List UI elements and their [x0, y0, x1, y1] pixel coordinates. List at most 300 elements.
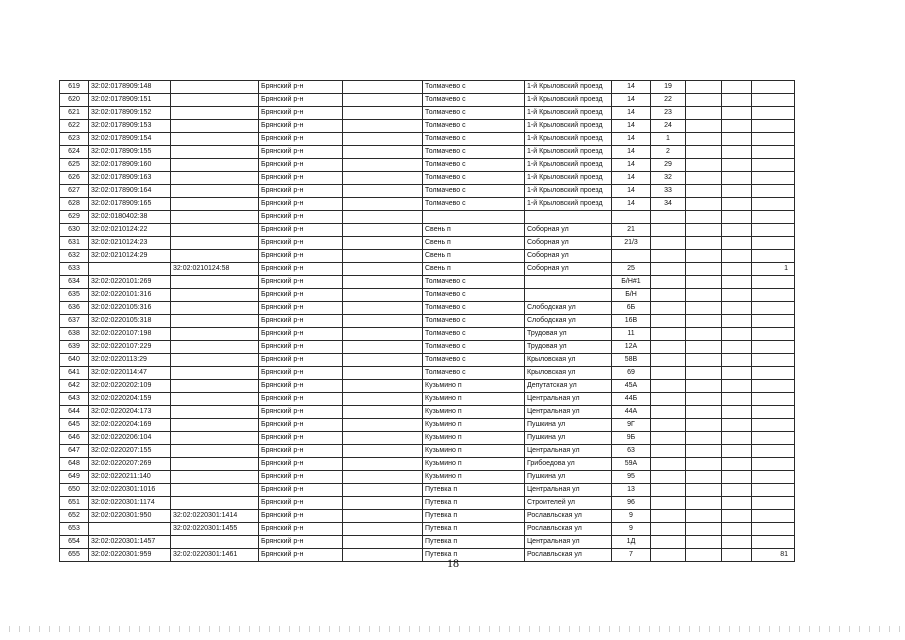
cell-settlement-type: [343, 471, 423, 484]
cell-street: Рославльская ул: [525, 523, 612, 536]
cell-extra-1: [686, 159, 722, 172]
cell-building-number: [651, 471, 686, 484]
cell-building-number: 1: [651, 133, 686, 146]
cell-related-cadastral-number: [171, 81, 259, 94]
cell-house-number: 44А: [612, 406, 651, 419]
cell-building-number: [651, 484, 686, 497]
cell-house-number: 45А: [612, 380, 651, 393]
cell-street: 1-й Крыловский проезд: [525, 81, 612, 94]
cell-house-number: 69: [612, 367, 651, 380]
cell-settlement-type: [343, 146, 423, 159]
cell-cadastral-number: 32:02:0220204:173: [89, 406, 171, 419]
cell-row-number: 650: [60, 484, 89, 497]
cell-locality: Толмачево с: [423, 354, 525, 367]
cell-extra-1: [686, 302, 722, 315]
cell-district: Брянский р-н: [259, 146, 343, 159]
cell-street: Соборная ул: [525, 237, 612, 250]
cell-street: Трудовая ул: [525, 341, 612, 354]
cell-district: Брянский р-н: [259, 250, 343, 263]
cell-row-number: 632: [60, 250, 89, 263]
cell-related-cadastral-number: [171, 367, 259, 380]
cell-extra-2: [722, 432, 752, 445]
table-row: [60, 146, 795, 159]
cell-row-number: 647: [60, 445, 89, 458]
cell-apartment-number: [752, 276, 795, 289]
cell-street: 1-й Крыловский проезд: [525, 120, 612, 133]
cell-cadastral-number: 32:02:0220202:109: [89, 380, 171, 393]
table-row: [60, 94, 795, 107]
scan-artifact-strip: [0, 626, 905, 632]
cell-street: 1-й Крыловский проезд: [525, 172, 612, 185]
cell-related-cadastral-number: [171, 120, 259, 133]
cell-locality: Путевка п: [423, 510, 525, 523]
cell-locality: Кузьмино п: [423, 432, 525, 445]
cell-row-number: 619: [60, 81, 89, 94]
cell-settlement-type: [343, 185, 423, 198]
table-body: [60, 81, 795, 562]
cell-extra-1: [686, 172, 722, 185]
cell-building-number: 22: [651, 94, 686, 107]
cell-locality: Толмачево с: [423, 146, 525, 159]
cell-district: Брянский р-н: [259, 224, 343, 237]
cell-street: [525, 289, 612, 302]
cell-apartment-number: [752, 380, 795, 393]
cell-apartment-number: 81: [752, 549, 795, 562]
cell-extra-1: [686, 341, 722, 354]
cell-house-number: 14: [612, 94, 651, 107]
table-row: [60, 263, 795, 276]
cell-extra-2: [722, 276, 752, 289]
cell-district: Брянский р-н: [259, 133, 343, 146]
cell-extra-2: [722, 315, 752, 328]
cell-building-number: [651, 302, 686, 315]
cell-house-number: 14: [612, 146, 651, 159]
cell-street: Пушкина ул: [525, 432, 612, 445]
cell-row-number: 654: [60, 536, 89, 549]
cell-street: 1-й Крыловский проезд: [525, 198, 612, 211]
cell-apartment-number: [752, 497, 795, 510]
cell-settlement-type: [343, 81, 423, 94]
cell-locality: Толмачево с: [423, 341, 525, 354]
cell-street: Соборная ул: [525, 263, 612, 276]
cell-house-number: 14: [612, 185, 651, 198]
cell-building-number: 32: [651, 172, 686, 185]
table-row: [60, 172, 795, 185]
cell-extra-1: [686, 419, 722, 432]
cell-extra-1: [686, 536, 722, 549]
cell-house-number: 59А: [612, 458, 651, 471]
cell-cadastral-number: 32:02:0220301:1457: [89, 536, 171, 549]
cell-apartment-number: [752, 133, 795, 146]
table-row: [60, 510, 795, 523]
cell-settlement-type: [343, 224, 423, 237]
cell-apartment-number: [752, 393, 795, 406]
cell-house-number: 9Г: [612, 419, 651, 432]
cell-apartment-number: [752, 224, 795, 237]
cell-settlement-type: [343, 289, 423, 302]
cell-apartment-number: [752, 406, 795, 419]
cell-row-number: 626: [60, 172, 89, 185]
cell-locality: Кузьмино п: [423, 458, 525, 471]
cell-locality: Толмачево с: [423, 133, 525, 146]
table-row: [60, 159, 795, 172]
cell-street: Пушкина ул: [525, 419, 612, 432]
cell-settlement-type: [343, 523, 423, 536]
cell-cadastral-number: 32:02:0178909:155: [89, 146, 171, 159]
cell-extra-2: [722, 484, 752, 497]
cell-row-number: 635: [60, 289, 89, 302]
cell-extra-1: [686, 380, 722, 393]
cell-apartment-number: [752, 107, 795, 120]
cell-related-cadastral-number: [171, 185, 259, 198]
cell-locality: Кузьмино п: [423, 393, 525, 406]
cell-extra-2: [722, 107, 752, 120]
cell-row-number: 631: [60, 237, 89, 250]
table-row: [60, 471, 795, 484]
cell-related-cadastral-number: [171, 198, 259, 211]
cell-apartment-number: [752, 315, 795, 328]
cell-settlement-type: [343, 406, 423, 419]
cell-extra-2: [722, 211, 752, 224]
cell-district: Брянский р-н: [259, 94, 343, 107]
table-row: [60, 250, 795, 263]
cell-cadastral-number: 32:02:0220204:169: [89, 419, 171, 432]
cell-extra-2: [722, 471, 752, 484]
cell-district: Брянский р-н: [259, 445, 343, 458]
cell-related-cadastral-number: [171, 406, 259, 419]
cell-locality: Толмачево с: [423, 289, 525, 302]
cell-row-number: 644: [60, 406, 89, 419]
cell-district: Брянский р-н: [259, 302, 343, 315]
cell-house-number: 14: [612, 159, 651, 172]
table-row: [60, 224, 795, 237]
cell-extra-1: [686, 367, 722, 380]
cell-extra-1: [686, 445, 722, 458]
table-row: [60, 133, 795, 146]
cell-street: Рославльская ул: [525, 510, 612, 523]
cell-extra-1: [686, 263, 722, 276]
cell-building-number: 2: [651, 146, 686, 159]
cell-street: Слободская ул: [525, 302, 612, 315]
cell-cadastral-number: 32:02:0178909:163: [89, 172, 171, 185]
table-row: [60, 120, 795, 133]
cell-extra-2: [722, 198, 752, 211]
cell-house-number: 14: [612, 107, 651, 120]
cell-related-cadastral-number: [171, 302, 259, 315]
cell-extra-2: [722, 133, 752, 146]
cell-row-number: 625: [60, 159, 89, 172]
cell-row-number: 634: [60, 276, 89, 289]
cell-settlement-type: [343, 94, 423, 107]
cell-cadastral-number: 32:02:0180402:38: [89, 211, 171, 224]
cell-settlement-type: [343, 263, 423, 276]
cell-house-number: 9: [612, 510, 651, 523]
cell-locality: Свень п: [423, 250, 525, 263]
cell-row-number: 620: [60, 94, 89, 107]
cell-street: Центральная ул: [525, 536, 612, 549]
cell-locality: Кузьмино п: [423, 445, 525, 458]
cell-district: Брянский р-н: [259, 523, 343, 536]
cell-cadastral-number: 32:02:0220301:950: [89, 510, 171, 523]
cell-house-number: 58В: [612, 354, 651, 367]
cell-cadastral-number: 32:02:0178909:154: [89, 133, 171, 146]
cell-locality: Кузьмино п: [423, 380, 525, 393]
cell-extra-1: [686, 211, 722, 224]
cell-cadastral-number: 32:02:0220101:269: [89, 276, 171, 289]
cell-district: Брянский р-н: [259, 497, 343, 510]
cell-house-number: 14: [612, 133, 651, 146]
cell-district: Брянский р-н: [259, 393, 343, 406]
cell-extra-1: [686, 133, 722, 146]
table-row: [60, 432, 795, 445]
cell-house-number: 63: [612, 445, 651, 458]
cell-related-cadastral-number: [171, 172, 259, 185]
cell-district: Брянский р-н: [259, 315, 343, 328]
cell-locality: Толмачево с: [423, 198, 525, 211]
cell-extra-1: [686, 315, 722, 328]
cell-extra-2: [722, 536, 752, 549]
cell-extra-2: [722, 497, 752, 510]
cell-extra-1: [686, 393, 722, 406]
cell-district: Брянский р-н: [259, 289, 343, 302]
cell-house-number: [612, 250, 651, 263]
cell-settlement-type: [343, 367, 423, 380]
cell-apartment-number: [752, 341, 795, 354]
cell-apartment-number: [752, 120, 795, 133]
cell-building-number: [651, 276, 686, 289]
cell-district: Брянский р-н: [259, 237, 343, 250]
cell-locality: Толмачево с: [423, 315, 525, 328]
cell-row-number: 646: [60, 432, 89, 445]
cell-related-cadastral-number: [171, 211, 259, 224]
cell-building-number: [651, 458, 686, 471]
cell-building-number: [651, 523, 686, 536]
cell-row-number: 637: [60, 315, 89, 328]
cell-extra-2: [722, 237, 752, 250]
cell-house-number: 95: [612, 471, 651, 484]
cell-settlement-type: [343, 432, 423, 445]
table-row: [60, 484, 795, 497]
cell-building-number: [651, 250, 686, 263]
cell-settlement-type: [343, 159, 423, 172]
table-row: [60, 341, 795, 354]
cell-locality: Путевка п: [423, 523, 525, 536]
cell-district: Брянский р-н: [259, 185, 343, 198]
cell-related-cadastral-number: [171, 458, 259, 471]
cell-building-number: [651, 536, 686, 549]
cell-district: Брянский р-н: [259, 198, 343, 211]
cell-cadastral-number: 32:02:0210124:22: [89, 224, 171, 237]
cell-house-number: 13: [612, 484, 651, 497]
cell-cadastral-number: 32:02:0220105:318: [89, 315, 171, 328]
cell-cadastral-number: 32:02:0220113:29: [89, 354, 171, 367]
cell-extra-1: [686, 471, 722, 484]
cell-building-number: 29: [651, 159, 686, 172]
cell-apartment-number: [752, 237, 795, 250]
table-row: [60, 354, 795, 367]
cell-locality: Свень п: [423, 224, 525, 237]
cell-cadastral-number: 32:02:0220301:959: [89, 549, 171, 562]
cell-street: 1-й Крыловский проезд: [525, 107, 612, 120]
cell-row-number: 653: [60, 523, 89, 536]
cell-extra-2: [722, 341, 752, 354]
cell-apartment-number: [752, 419, 795, 432]
cell-cadastral-number: 32:02:0178909:152: [89, 107, 171, 120]
cell-row-number: 648: [60, 458, 89, 471]
cell-row-number: 629: [60, 211, 89, 224]
cell-settlement-type: [343, 549, 423, 562]
cell-settlement-type: [343, 510, 423, 523]
cell-house-number: Б/Н#1: [612, 276, 651, 289]
cell-building-number: [651, 380, 686, 393]
cell-locality: Толмачево с: [423, 159, 525, 172]
cell-extra-2: [722, 458, 752, 471]
cell-street: Центральная ул: [525, 445, 612, 458]
cell-row-number: 645: [60, 419, 89, 432]
cell-apartment-number: [752, 354, 795, 367]
cell-related-cadastral-number: 32:02:0220301:1455: [171, 523, 259, 536]
table-row: [60, 406, 795, 419]
table-row: [60, 289, 795, 302]
cell-row-number: 651: [60, 497, 89, 510]
cell-extra-1: [686, 549, 722, 562]
cell-cadastral-number: 32:02:0210124:29: [89, 250, 171, 263]
cell-related-cadastral-number: [171, 497, 259, 510]
cell-extra-2: [722, 302, 752, 315]
cell-apartment-number: [752, 211, 795, 224]
cell-extra-1: [686, 198, 722, 211]
cell-locality: Толмачево с: [423, 367, 525, 380]
cell-district: Брянский р-н: [259, 549, 343, 562]
cell-cadastral-number: 32:02:0220207:155: [89, 445, 171, 458]
cell-settlement-type: [343, 341, 423, 354]
cell-row-number: 649: [60, 471, 89, 484]
cell-district: Брянский р-н: [259, 263, 343, 276]
cell-locality: Путевка п: [423, 549, 525, 562]
cell-cadastral-number: 32:02:0220114:47: [89, 367, 171, 380]
cell-row-number: 652: [60, 510, 89, 523]
cell-locality: Кузьмино п: [423, 406, 525, 419]
cell-apartment-number: [752, 432, 795, 445]
cell-cadastral-number: 32:02:0210124:23: [89, 237, 171, 250]
table-row: [60, 393, 795, 406]
cell-district: Брянский р-н: [259, 484, 343, 497]
cell-cadastral-number: 32:02:0178909:165: [89, 198, 171, 211]
cell-cadastral-number: 32:02:0220105:316: [89, 302, 171, 315]
cell-related-cadastral-number: [171, 159, 259, 172]
cell-building-number: [651, 367, 686, 380]
cell-house-number: 12А: [612, 341, 651, 354]
table-row: [60, 536, 795, 549]
cell-cadastral-number: 32:02:0220207:269: [89, 458, 171, 471]
cell-settlement-type: [343, 211, 423, 224]
cell-district: Брянский р-н: [259, 341, 343, 354]
cell-building-number: [651, 549, 686, 562]
cell-street: Крыловская ул: [525, 354, 612, 367]
cell-locality: Толмачево с: [423, 328, 525, 341]
cell-row-number: 627: [60, 185, 89, 198]
cell-related-cadastral-number: 32:02:0220301:1461: [171, 549, 259, 562]
cell-building-number: [651, 432, 686, 445]
cell-apartment-number: [752, 198, 795, 211]
cell-district: Брянский р-н: [259, 458, 343, 471]
cell-cadastral-number: 32:02:0178909:151: [89, 94, 171, 107]
cell-extra-1: [686, 94, 722, 107]
cell-extra-1: [686, 510, 722, 523]
cell-related-cadastral-number: [171, 419, 259, 432]
cell-extra-1: [686, 81, 722, 94]
cell-cadastral-number: 32:02:0220107:198: [89, 328, 171, 341]
cell-cadastral-number: 32:02:0220204:159: [89, 393, 171, 406]
cell-street: Строителей ул: [525, 497, 612, 510]
cell-extra-1: [686, 120, 722, 133]
cell-building-number: [651, 289, 686, 302]
cell-district: Брянский р-н: [259, 328, 343, 341]
cell-extra-2: [722, 367, 752, 380]
cell-extra-2: [722, 380, 752, 393]
cell-house-number: 21: [612, 224, 651, 237]
table-row: [60, 367, 795, 380]
cell-locality: Свень п: [423, 263, 525, 276]
cell-street: Центральная ул: [525, 406, 612, 419]
cell-district: Брянский р-н: [259, 120, 343, 133]
cell-cadastral-number: [89, 263, 171, 276]
table-row: [60, 380, 795, 393]
cell-house-number: 16В: [612, 315, 651, 328]
cell-row-number: 622: [60, 120, 89, 133]
cell-street: Соборная ул: [525, 224, 612, 237]
cell-street: Центральная ул: [525, 393, 612, 406]
cell-district: Брянский р-н: [259, 432, 343, 445]
cell-related-cadastral-number: [171, 315, 259, 328]
cell-row-number: 638: [60, 328, 89, 341]
cell-apartment-number: [752, 536, 795, 549]
table-row: [60, 328, 795, 341]
cell-street: Рославльская ул: [525, 549, 612, 562]
cell-related-cadastral-number: [171, 107, 259, 120]
cell-locality: Толмачево с: [423, 107, 525, 120]
cell-related-cadastral-number: [171, 484, 259, 497]
cell-extra-2: [722, 328, 752, 341]
cell-building-number: [651, 354, 686, 367]
cell-locality: Свень п: [423, 237, 525, 250]
cell-extra-2: [722, 406, 752, 419]
cell-building-number: [651, 263, 686, 276]
cell-settlement-type: [343, 536, 423, 549]
cell-cadastral-number: 32:02:0220211:140: [89, 471, 171, 484]
cell-house-number: 44Б: [612, 393, 651, 406]
cell-settlement-type: [343, 172, 423, 185]
cell-street: Центральная ул: [525, 484, 612, 497]
cell-extra-2: [722, 419, 752, 432]
cell-extra-2: [722, 445, 752, 458]
cell-locality: Путевка п: [423, 497, 525, 510]
cell-extra-2: [722, 120, 752, 133]
cell-locality: Толмачево с: [423, 172, 525, 185]
cell-row-number: 643: [60, 393, 89, 406]
cell-building-number: [651, 393, 686, 406]
cell-building-number: [651, 224, 686, 237]
cell-settlement-type: [343, 354, 423, 367]
cell-extra-2: [722, 523, 752, 536]
cell-related-cadastral-number: [171, 276, 259, 289]
cell-street: 1-й Крыловский проезд: [525, 159, 612, 172]
cell-district: Брянский р-н: [259, 354, 343, 367]
cell-extra-1: [686, 107, 722, 120]
cell-locality: Толмачево с: [423, 276, 525, 289]
cell-house-number: [612, 211, 651, 224]
cell-related-cadastral-number: [171, 146, 259, 159]
